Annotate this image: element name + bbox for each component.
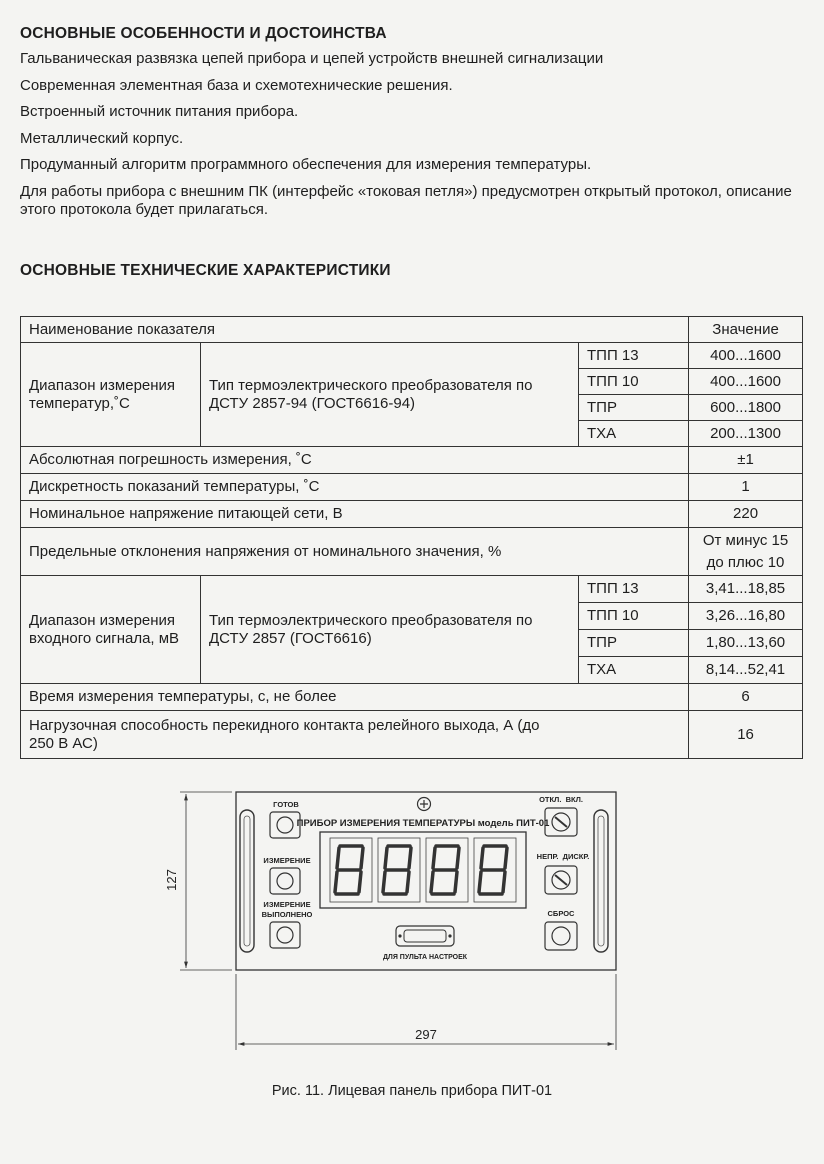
value-cell: 8,14...52,41 bbox=[689, 657, 803, 684]
value-cell: 400...1600 bbox=[689, 369, 803, 395]
spec-name-cell: Дискретность показаний температуры, ˚С bbox=[21, 474, 689, 501]
feature-item: Гальваническая развязка цепей прибора и цепей устройств внешней сигнализации bbox=[20, 50, 604, 67]
table-row bbox=[21, 684, 803, 711]
feature-item: Современная элементная база и схемотехнические решения. bbox=[20, 76, 453, 94]
digit bbox=[474, 838, 516, 902]
spec-name-cell: Предельные отклонения напряжения от номинального значения, % bbox=[21, 528, 689, 576]
spec-name-cell: Время измерения температуры, с, не более bbox=[21, 684, 689, 711]
spec-name-cell: Номинальное напряжение питающей сети, В bbox=[21, 501, 689, 528]
panel-title: ПРИБОР ИЗМЕРЕНИЯ ТЕМПЕРАТУРЫ модель ПИТ-01 bbox=[296, 818, 550, 829]
header-value-cell: Значение bbox=[689, 317, 803, 343]
reset-button[interactable] bbox=[545, 922, 577, 950]
type-cell: ТПП 10 bbox=[579, 603, 689, 630]
type-cell: ТХА bbox=[579, 421, 689, 447]
table-row bbox=[21, 474, 803, 501]
input-type-label: Тип термоэлектрического преобразователя по ДСТУ 2857 (ГОСТ6616) bbox=[201, 576, 579, 684]
seven-segment-display bbox=[320, 832, 526, 908]
features-list bbox=[20, 50, 810, 228]
ready-indicator bbox=[270, 812, 300, 838]
table-row bbox=[21, 447, 803, 474]
brand-logo bbox=[418, 798, 431, 811]
feature-item: Встроенный источник питания прибора. bbox=[20, 103, 299, 121]
specs-heading: ОСНОВНЫЕ ТЕХНИЧЕСКИЕ ХАРАКТЕРИСТИКИ bbox=[20, 262, 391, 279]
temp-range-label: Диапазон измерения температур,˚С bbox=[21, 343, 201, 447]
table-row bbox=[21, 343, 803, 369]
value-cell: 200...1300 bbox=[689, 421, 803, 447]
spec-name-cell: Нагрузочная способность перекидного контакта релейного выхода, А (до 250 В АС) bbox=[21, 711, 689, 759]
settings-connector[interactable] bbox=[396, 926, 454, 946]
digit bbox=[426, 838, 468, 902]
figure-caption: Рис. 11. Лицевая панель прибора ПИТ-01 bbox=[271, 1083, 553, 1099]
digit bbox=[378, 838, 420, 902]
reset-label: СБРОС bbox=[547, 909, 575, 918]
type-cell: ТПР bbox=[579, 630, 689, 657]
type-cell: ТПП 13 bbox=[579, 343, 689, 369]
table-row bbox=[21, 501, 803, 528]
specs-table bbox=[20, 316, 803, 759]
features-heading: ОСНОВНЫЕ ОСОБЕННОСТИ И ДОСТОИНСТВА bbox=[20, 25, 387, 42]
type-cell: ТПР bbox=[579, 395, 689, 421]
value-cell: 16 bbox=[689, 711, 803, 759]
feature-item: Продуманный алгоритм программного обеспечения для измерения температуры. bbox=[20, 156, 592, 174]
value-cell: 1,80...13,60 bbox=[689, 630, 803, 657]
type-cell: ТПП 10 bbox=[579, 369, 689, 395]
power-switch[interactable] bbox=[545, 808, 577, 836]
type-cell: ТХА bbox=[579, 657, 689, 684]
value-line: От минус 15 bbox=[702, 531, 789, 549]
spec-name-cell: Абсолютная погрешность измерения, ˚С bbox=[21, 447, 689, 474]
value-cell: 3,41...18,85 bbox=[689, 576, 803, 603]
width-dimension: 297 bbox=[415, 1027, 437, 1042]
power-switch-label: ОТКЛ. ВКЛ. bbox=[539, 795, 583, 804]
value-cell: 400...1600 bbox=[689, 343, 803, 369]
table-row bbox=[21, 576, 803, 603]
value-cell: 1 bbox=[689, 474, 803, 501]
value-cell: 3,26...16,80 bbox=[689, 603, 803, 630]
measure-label: ИЗМЕРЕНИЕ bbox=[263, 856, 311, 865]
temp-type-label: Тип термоэлектрического преобразователя по ДСТУ 2857-94 (ГОСТ6616-94) bbox=[201, 343, 579, 447]
value-cell: 6 bbox=[689, 684, 803, 711]
ready-label: ГОТОВ bbox=[273, 800, 299, 809]
feature-item: Металлический корпус. bbox=[20, 129, 184, 147]
table-row bbox=[21, 528, 803, 576]
header-name-cell: Наименование показателя bbox=[21, 317, 689, 343]
table-row bbox=[21, 711, 803, 759]
front-panel-figure bbox=[0, 780, 824, 1110]
type-cell: ТПП 13 bbox=[579, 576, 689, 603]
value-cell bbox=[689, 528, 803, 576]
value-cell: 220 bbox=[689, 501, 803, 528]
measure-indicator bbox=[270, 868, 300, 894]
value-cell: 600...1800 bbox=[689, 395, 803, 421]
value-cell: ±1 bbox=[689, 447, 803, 474]
left-handle bbox=[240, 810, 254, 952]
digit bbox=[330, 838, 372, 902]
connector-label: ДЛЯ ПУЛЬТА НАСТРОЕК bbox=[382, 954, 468, 961]
feature-item: Для работы прибора с внешним ПК (интерфейс «токовая петля») предусмотрен открытый протокол, описание этого протокола будет прилагаться. bbox=[20, 182, 792, 218]
right-handle bbox=[594, 810, 608, 952]
value-line: до плюс 10 bbox=[706, 553, 785, 571]
mode-switch[interactable] bbox=[545, 866, 577, 894]
done-label: ВЫПОЛНЕНО bbox=[261, 910, 313, 919]
table-header-row bbox=[21, 317, 803, 343]
input-range-label: Диапазон измерения входного сигнала, мВ bbox=[21, 576, 201, 684]
done-label: ИЗМЕРЕНИЕ bbox=[263, 900, 311, 909]
height-dimension: 127 bbox=[164, 869, 179, 891]
mode-switch-label: НЕПР. ДИСКР. bbox=[536, 852, 590, 861]
done-indicator bbox=[270, 922, 300, 948]
